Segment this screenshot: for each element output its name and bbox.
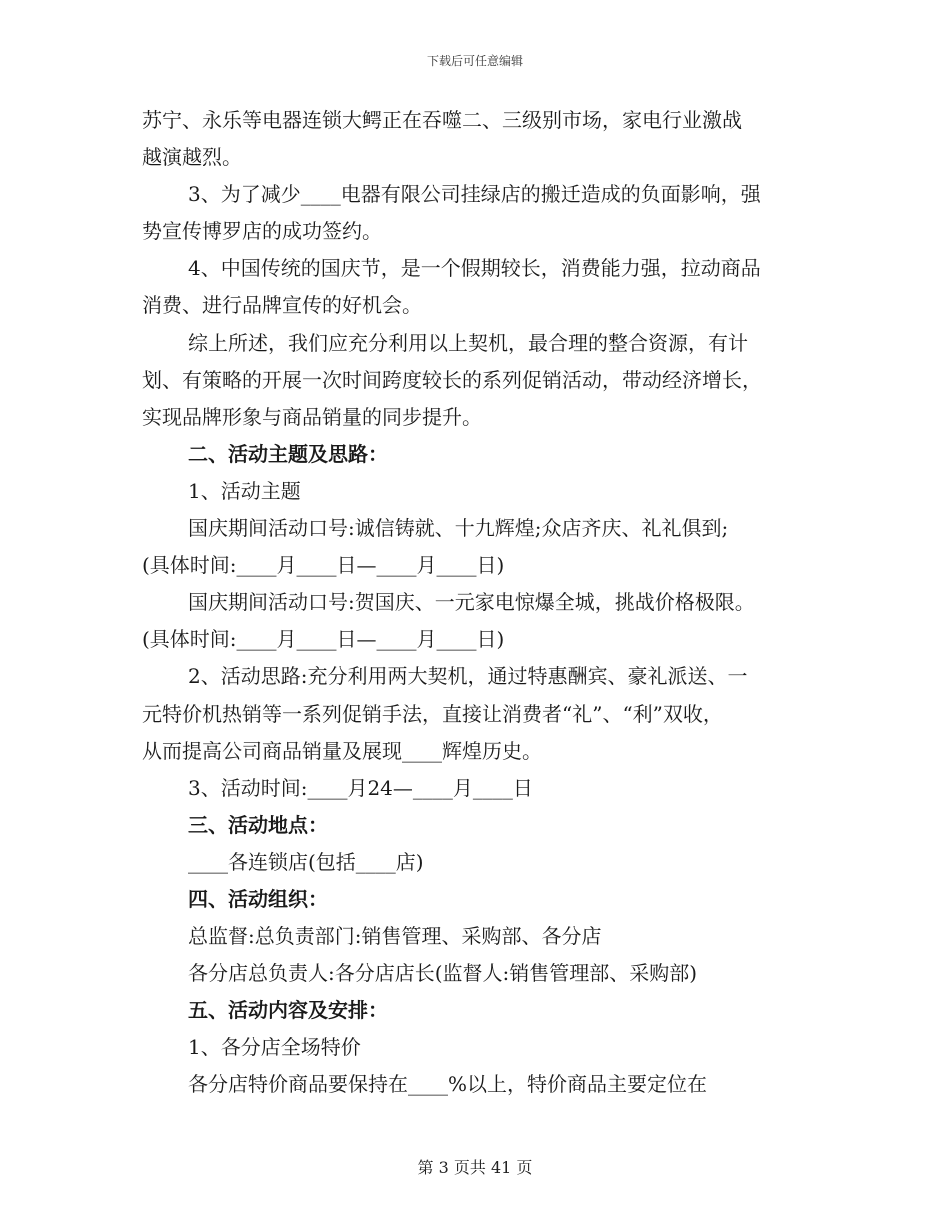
paragraph-line: 实现品牌形象与商品销量的同步提升。 — [142, 404, 482, 429]
document-body — [142, 102, 810, 1104]
paragraph-line: 1、活动主题 — [188, 478, 301, 503]
paragraph-line: 4、中国传统的国庆节，是一个假期较长，消费能力强，拉动商品 — [188, 256, 761, 281]
paragraph-line: 3、为了减少____电器有限公司挂绿店的搬迁造成的负面影响，强 — [188, 182, 761, 207]
paragraph-line: 综上所述，我们应充分利用以上契机，最合理的整合资源，有计 — [188, 330, 748, 355]
paragraph-line: 从而提高公司商品销量及展现____辉煌历史。 — [142, 738, 542, 763]
paragraph-line: 越演越烈。 — [142, 145, 242, 170]
section-heading: 五、活动内容及安排： — [188, 998, 388, 1023]
paragraph-line: 元特价机热销等一系列促销手法，直接让消费者“礼”、“利”双收， — [142, 701, 723, 726]
paragraph-line: 苏宁、永乐等电器连锁大鳄正在吞噬二、三级别市场，家电行业激战 — [142, 108, 742, 132]
paragraph-line: 2、活动思路:充分利用两大契机，通过特惠酬宾、豪礼派送、一 — [188, 664, 748, 689]
paragraph-line: 国庆期间活动口号:诚信铸就、十九辉煌;众店齐庆、礼礼俱到; — [188, 516, 729, 541]
section-heading: 三、活动地点： — [188, 812, 328, 837]
paragraph-line: 总监督:总负责部门:销售管理、采购部、各分店 — [188, 924, 602, 949]
page-header: 下载后可任意编辑 — [426, 54, 523, 68]
paragraph-line: 消费、进行品牌宣传的好机会。 — [142, 293, 422, 318]
paragraph-line: (具体时间:____月____日—____月____日) — [142, 553, 505, 578]
paragraph-line: ____各连锁店(包括____店) — [188, 849, 424, 874]
paragraph-line: 划、有策略的开展一次时间跨度较长的系列促销活动，带动经济增长， — [142, 367, 762, 392]
paragraph-line: 1、各分店全场特价 — [188, 1035, 361, 1060]
paragraph-line: 各分店特价商品要保持在____%以上，特价商品主要定位在 — [188, 1072, 708, 1097]
section-heading: 二、活动主题及思路： — [188, 441, 388, 466]
paragraph-line: 3、活动时间:____月24—____月____日 — [188, 775, 533, 800]
page-footer: 第 3 页共 41 页 — [417, 1158, 533, 1177]
paragraph-line: 国庆期间活动口号:贺国庆、一元家电惊爆全城，挑战价格极限。 — [188, 590, 755, 615]
section-heading: 四、活动组织： — [188, 886, 328, 911]
paragraph-line: 势宣传博罗店的成功签约。 — [142, 219, 382, 244]
paragraph-line: (具体时间:____月____日—____月____日) — [142, 627, 505, 652]
paragraph-line: 各分店总负责人:各分店店长(监督人:销售管理部、采购部) — [188, 961, 698, 986]
